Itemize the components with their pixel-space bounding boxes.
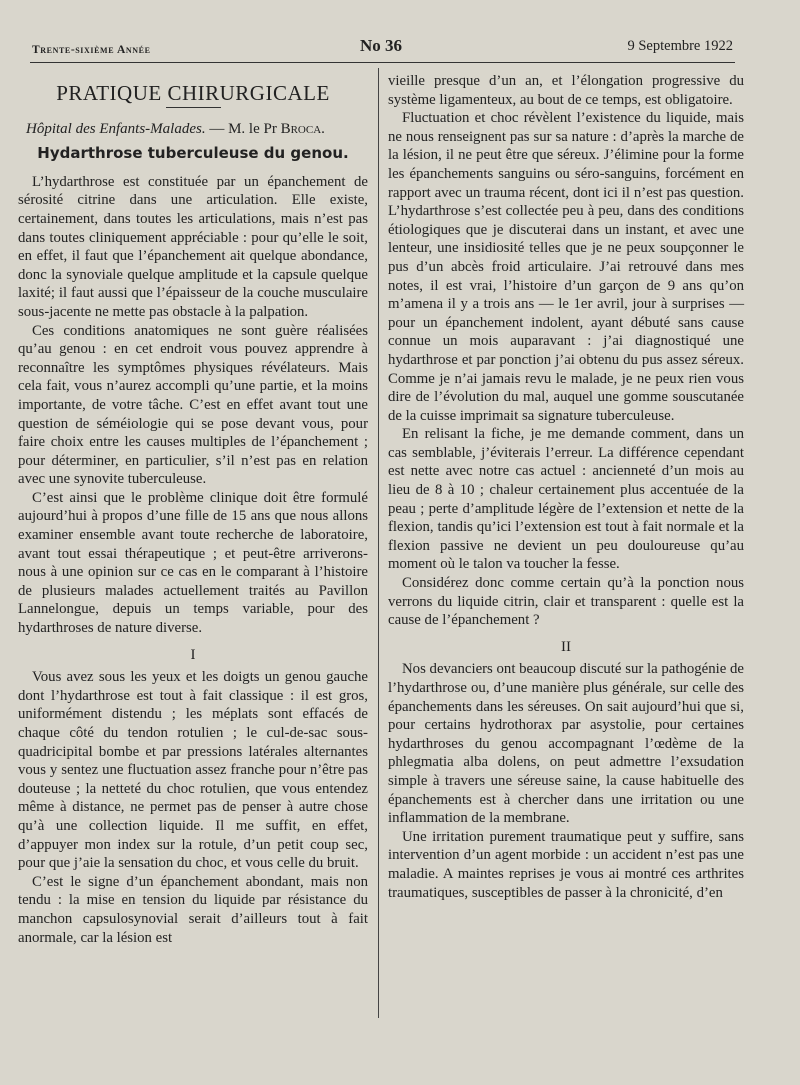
paragraph: Fluctuation et choc révèlent l’existence du liquide, mais ne nous renseignent pas sur sa nature : d’après la marche de la lésion, il ne peut être que séreux. J’élimine pour la forme les épanchements sanguins ou séro-sanguins, forcément en rapport avec un trauma récent, dont ici il n’est pas question. L’hydarthrose s’est collectée peu à peu, dans des conditions étiologiques que je discuterai dans un instant, et avec une lenteur, une insidiosité telles que je ne peux soupçonner le pus d’un abcès froid articulaire. J’ai retrouvé dans mes notes, il est vrai, l’histoire d’un garçon de 9 ans qu’on m’amena il y a trois ans — le 1er avril, jour à surprises — pour un épanchement indolent, ayant débuté sans cause connue un mois auparavant : j’ai diagnostiqué une hydarthrose et par ponction j’ai obtenu du pus assez séreux. Comme je n’ai jamais revu le malade, je ne peux rien vous dire de l’évolution du mal, auquel une gomme souscutanée de la cuisse imprimait sa signature tuberculeuse. xyxy=(388,110,744,424)
paragraph: C’est ainsi que le problème clinique doit être formulé aujourd’hui à propos d’une fille de 15 ans que nous allons examiner ensemble avant toute recherche de laboratoire, avant tout essai thérapeutique ; et peut-être arriverons-nous à une opinion sur ce cas en le comparant à l’histoire de plusieurs malades actuellement traités au Pavillon Lannelongue, depuis un temps variable, pour des hydarthroses de nature diverse. xyxy=(18,489,368,637)
section-title: PRATIQUE CHIRURGICALE xyxy=(56,81,330,105)
column-divider xyxy=(378,68,379,1018)
paragraph: C’est le signe d’un épanchement abondant, mais non tendu : la mise en tension du liquide par résistance du manchon capsulosynovial serait d’ailleurs tout à fait anormale, car la lésion est xyxy=(18,873,368,946)
byline-dash: — M. le Pr xyxy=(205,120,281,137)
right-column xyxy=(388,72,744,902)
paragraph: En relisant la fiche, je me demande comment, dans un cas semblable, j’éviterais l’erreur. La différence cependant est nette avec notre cas actuel : ancienneté d’un mois au lieu de 8 à 10 ; chaleur certainement plus accentuée de la peau ; perte d’amplitude légère de l’extension et nette de la flexion, tandis qu’ici l’extension est tout à fait normale et la flexion passive ne devient un peu douloureuse qu’au moment où le talon va toucher la fesse. xyxy=(388,426,744,573)
section-numeral: II xyxy=(561,638,571,655)
issue-date: 9 Septembre 1922 xyxy=(627,38,733,54)
author-name: Broca. xyxy=(280,120,325,137)
article-subtitle: Hydarthrose tuberculeuse du genou. xyxy=(37,144,349,163)
paragraph: L’hydarthrose est constituée par un épanchement de sérosité citrine dans une articulation. Elle existe, certainement, dans toutes les articulations, mais n’est pas dans toutes cliniquement appréciable : pour qu’elle le soit, en effet, il faut que l’épanchement ait quelque abondance, donc la synoviale quelque amplitude et la capsule quelque laxité; il faut aussi que l’épaisseur de la couche musculaire sous-jacente ne mette pas obstacle à la palpation. xyxy=(18,173,368,320)
paragraph: Considérez donc comme certain qu’à la ponction nous verrons du liquide citrin, clair et transparent : quelle est la cause de l’épanchement ? xyxy=(388,575,744,629)
issue-number: No 36 xyxy=(360,36,403,55)
paragraph: Ces conditions anatomiques ne sont guère réalisées qu’au genou : en cet endroit vous pouvez apprendre à reconnaître les symptômes physiques révélateurs. Mais cela fait, vous n’aurez accompli qu’une partie, et la moins importante, de votre tâche. C’est en effet avant tout une question de séméiologie qui se pose devant vous, pour faire choix entre les causes multiples de l’épanchement ; pour déterminer, en particulier, s’il n’est pas en relation avec une synovite tuberculeuse. xyxy=(18,322,368,488)
left-column xyxy=(18,72,368,947)
running-header xyxy=(30,36,735,63)
volume-label: Trente-sixième Année xyxy=(32,44,151,56)
hospital-name: Hôpital des Enfants-Malades. xyxy=(26,120,206,137)
byline xyxy=(26,120,368,139)
section-numeral: I xyxy=(190,646,196,663)
title-rule xyxy=(166,107,221,108)
paragraph: Vous avez sous les yeux et les doigts un genou gauche dont l’hydarthrose est tout à fait classique : il est gros, uniformément distendu ; les méplats sont effacés de chaque côté du tendon rotulien ; le cul-de-sac sous-quadricipital bombe et par pressions latérales alternantes vous y sentez une fluctuation assez franche pour n’être pas douteuse ; la netteté du choc rotulien, que vous entendez même à distance, ne permet pas de penser à autre chose qu’à une collection liquide. Il me suffit, en effet, d’appuyer mon index sur la rotule, d’un petit coup sec, pour que j’aie la sensation du choc, et vous celle du bruit. xyxy=(18,669,368,872)
paragraph: Nos devanciers ont beaucoup discuté sur la pathogénie de l’hydarthrose ou, d’une manière plus générale, sur celle des épanchements dans les séreuses. On sait aujourd’hui que si, pour certains hydrothorax par asystolie, pour certaines hydarthroses du genou accompagnant l’œdème de la phlegmatia alba dolens, on peut admettre l’exsudation simple à travers une séreuse saine, la cause habituelle des épanchements est à chercher dans une irritation ou une inflammation de la membrane. xyxy=(388,661,744,827)
paragraph: vieille presque d’un an, et l’élongation progressive du système ligamenteux, au bout de ce temps, est obligatoire. xyxy=(388,73,744,108)
paragraph: Une irritation purement traumatique peut y suffire, sans intervention d’un agent morbide : un accident n’est pas une maladie. A maintes reprises je vous ai montré ces arthrites traumatiques, susceptibles de passer à la chronicité, d’en xyxy=(388,828,744,901)
